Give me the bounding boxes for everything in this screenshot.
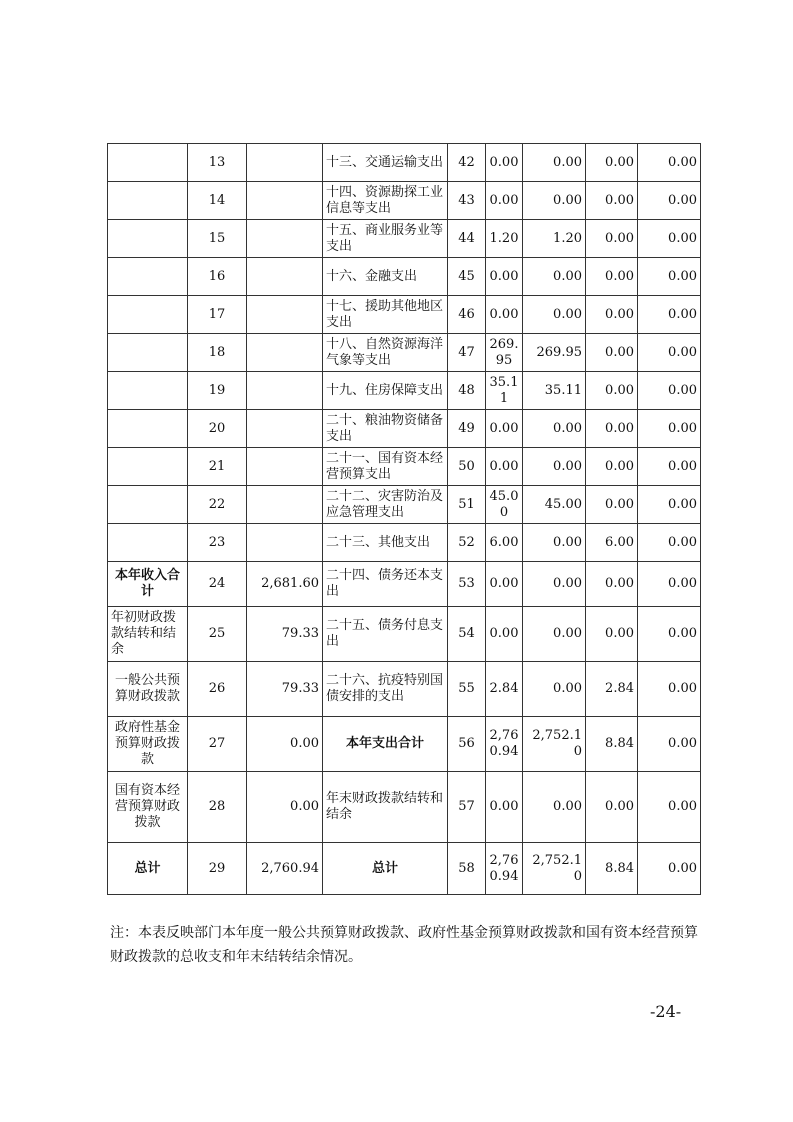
table-row: [108, 448, 701, 486]
table-row: [108, 296, 701, 334]
income-row-number: 21: [188, 448, 247, 486]
grand-total-label: 总计: [108, 843, 188, 895]
expense-row-number: 47: [448, 334, 486, 372]
income-item: [108, 182, 188, 220]
expense-col-c: 0.00: [638, 258, 701, 296]
income-amount: [247, 372, 323, 410]
table-row: [108, 662, 701, 717]
income-amount: [247, 524, 323, 562]
expense-col-c: 0.00: [638, 220, 701, 258]
income-row-number: 19: [188, 372, 247, 410]
expense-col-a: 0.00: [523, 772, 586, 843]
expense-total: 1.20: [486, 220, 523, 258]
income-item: [108, 448, 188, 486]
income-amount: [247, 448, 323, 486]
expense-total-label: 本年支出合计: [323, 717, 448, 772]
income-item: [108, 258, 188, 296]
expense-total: 0.00: [486, 182, 523, 220]
expense-col-a: 0.00: [523, 258, 586, 296]
expense-total: 6.00: [486, 524, 523, 562]
page-number: -24-: [650, 1002, 682, 1021]
expense-total: 35.11: [486, 372, 523, 410]
expense-col-a: 269.95: [523, 334, 586, 372]
expense-row-number: 45: [448, 258, 486, 296]
income-item: [108, 410, 188, 448]
expense-col-b: 0.00: [586, 607, 638, 662]
income-amount: [247, 182, 323, 220]
expense-col-b: 0.00: [586, 448, 638, 486]
table-row: [108, 717, 701, 772]
income-row-number: 13: [188, 144, 247, 182]
expense-col-a: 35.11: [523, 372, 586, 410]
expense-total: 0.00: [486, 144, 523, 182]
expense-col-c: 0.00: [638, 772, 701, 843]
expense-total: 0.00: [486, 448, 523, 486]
income-row-number: 22: [188, 486, 247, 524]
expense-total: 2,760.94: [486, 843, 523, 895]
expense-item: 二十六、抗疫特别国债安排的支出: [323, 662, 448, 717]
expense-col-c: 0.00: [638, 410, 701, 448]
income-item: 一般公共预算财政拨款: [108, 662, 188, 717]
expense-row-number: 50: [448, 448, 486, 486]
expense-col-a: 0.00: [523, 562, 586, 607]
income-row-number: 20: [188, 410, 247, 448]
expense-col-a: 0.00: [523, 296, 586, 334]
income-amount: [247, 410, 323, 448]
expense-item: 十六、金融支出: [323, 258, 448, 296]
expense-item: 二十一、国有资本经营预算支出: [323, 448, 448, 486]
income-row-number: 23: [188, 524, 247, 562]
expense-col-c: 0.00: [638, 562, 701, 607]
expense-row-number: 53: [448, 562, 486, 607]
income-item: [108, 144, 188, 182]
expense-col-c: 0.00: [638, 717, 701, 772]
expense-col-b: 6.00: [586, 524, 638, 562]
expense-col-c: 0.00: [638, 843, 701, 895]
expense-row-number: 44: [448, 220, 486, 258]
expense-col-a: 1.20: [523, 220, 586, 258]
income-amount: [247, 296, 323, 334]
income-item: [108, 296, 188, 334]
expense-col-c: 0.00: [638, 448, 701, 486]
expense-row-number: 57: [448, 772, 486, 843]
income-amount: 0.00: [247, 772, 323, 843]
expense-total: 2.84: [486, 662, 523, 717]
expense-row-number: 49: [448, 410, 486, 448]
income-item: [108, 524, 188, 562]
income-row-number: 18: [188, 334, 247, 372]
income-row-number: 26: [188, 662, 247, 717]
expense-col-a: 0.00: [523, 524, 586, 562]
income-amount: [247, 258, 323, 296]
expense-row-number: 58: [448, 843, 486, 895]
income-amount: 0.00: [247, 717, 323, 772]
expense-col-b: 0.00: [586, 772, 638, 843]
expense-col-b: 0.00: [586, 486, 638, 524]
expense-item: 二十五、债务付息支出: [323, 607, 448, 662]
income-row-number: 17: [188, 296, 247, 334]
expense-col-a: 0.00: [523, 607, 586, 662]
expense-item: 二十四、债务还本支出: [323, 562, 448, 607]
expense-col-a: 0.00: [523, 144, 586, 182]
expense-col-b: 8.84: [586, 843, 638, 895]
table-row: [108, 182, 701, 220]
table-row: [108, 372, 701, 410]
expense-item: 二十二、灾害防治及应急管理支出: [323, 486, 448, 524]
table-row: [108, 220, 701, 258]
expense-total: 2,760.94: [486, 717, 523, 772]
expense-item: 十五、商业服务业等支出: [323, 220, 448, 258]
expense-total: 0.00: [486, 258, 523, 296]
expense-row-number: 56: [448, 717, 486, 772]
expense-col-b: 2.84: [586, 662, 638, 717]
table-row: [108, 843, 701, 895]
income-item: 年初财政拨款结转和结余: [108, 607, 188, 662]
expense-col-b: 0.00: [586, 258, 638, 296]
expense-item: 十七、援助其他地区支出: [323, 296, 448, 334]
expense-col-c: 0.00: [638, 372, 701, 410]
expense-col-b: 0.00: [586, 562, 638, 607]
expense-col-b: 0.00: [586, 296, 638, 334]
table-row: [108, 410, 701, 448]
income-item: 国有资本经营预算财政拨款: [108, 772, 188, 843]
income-amount: 79.33: [247, 607, 323, 662]
income-item: [108, 486, 188, 524]
income-amount: [247, 486, 323, 524]
expense-col-b: 0.00: [586, 410, 638, 448]
income-row-number: 27: [188, 717, 247, 772]
expense-col-b: 0.00: [586, 334, 638, 372]
expense-item: 十四、资源勘探工业信息等支出: [323, 182, 448, 220]
expense-col-c: 0.00: [638, 144, 701, 182]
income-row-number: 24: [188, 562, 247, 607]
expense-item: 十三、交通运输支出: [323, 144, 448, 182]
income-amount: 2,760.94: [247, 843, 323, 895]
income-item: [108, 220, 188, 258]
expense-total: 45.00: [486, 486, 523, 524]
table-row: [108, 258, 701, 296]
expense-col-c: 0.00: [638, 296, 701, 334]
expense-col-a: 0.00: [523, 448, 586, 486]
income-amount: [247, 334, 323, 372]
expense-col-c: 0.00: [638, 607, 701, 662]
income-total-label: 本年收入合计: [108, 562, 188, 607]
expense-total: 0.00: [486, 772, 523, 843]
expense-item: 二十、粮油物资储备支出: [323, 410, 448, 448]
expense-col-c: 0.00: [638, 524, 701, 562]
income-amount: [247, 220, 323, 258]
expense-row-number: 51: [448, 486, 486, 524]
table-row: [108, 144, 701, 182]
expense-row-number: 42: [448, 144, 486, 182]
expense-col-b: 8.84: [586, 717, 638, 772]
income-row-number: 25: [188, 607, 247, 662]
expense-row-number: 52: [448, 524, 486, 562]
expense-row-number: 43: [448, 182, 486, 220]
income-item: 政府性基金预算财政拨款: [108, 717, 188, 772]
table-row: [108, 334, 701, 372]
expense-col-a: 2,752.10: [523, 717, 586, 772]
expense-col-c: 0.00: [638, 334, 701, 372]
expense-col-c: 0.00: [638, 182, 701, 220]
expense-col-a: 0.00: [523, 410, 586, 448]
expense-item: 十八、自然资源海洋气象等支出: [323, 334, 448, 372]
expense-col-a: 0.00: [523, 662, 586, 717]
table-row: [108, 562, 701, 607]
expense-col-a: 0.00: [523, 182, 586, 220]
table-row: [108, 486, 701, 524]
table-row: [108, 772, 701, 843]
expense-col-b: 0.00: [586, 220, 638, 258]
expense-col-c: 0.00: [638, 486, 701, 524]
expense-col-b: 0.00: [586, 182, 638, 220]
income-item: [108, 372, 188, 410]
expense-col-a: 2,752.10: [523, 843, 586, 895]
expense-total: 0.00: [486, 296, 523, 334]
table-note: 注：本表反映部门本年度一般公共预算财政拨款、政府性基金预算财政拨款和国有资本经营预算财政拨款的总收支和年末结转结余情况。: [110, 925, 698, 965]
expense-item: 二十三、其他支出: [323, 524, 448, 562]
expense-row-number: 48: [448, 372, 486, 410]
expense-col-b: 0.00: [586, 144, 638, 182]
income-amount: 2,681.60: [247, 562, 323, 607]
budget-summary-table: [107, 143, 701, 895]
expense-row-number: 46: [448, 296, 486, 334]
expense-item: 年末财政拨款结转和结余: [323, 772, 448, 843]
income-row-number: 28: [188, 772, 247, 843]
table-row: [108, 524, 701, 562]
expense-col-c: 0.00: [638, 662, 701, 717]
income-row-number: 15: [188, 220, 247, 258]
income-amount: [247, 144, 323, 182]
expense-total: 0.00: [486, 562, 523, 607]
expense-total: 0.00: [486, 410, 523, 448]
grand-total-label: 总计: [323, 843, 448, 895]
expense-item: 十九、住房保障支出: [323, 372, 448, 410]
expense-row-number: 54: [448, 607, 486, 662]
expense-row-number: 55: [448, 662, 486, 717]
expense-col-b: 0.00: [586, 372, 638, 410]
income-row-number: 14: [188, 182, 247, 220]
income-item: [108, 334, 188, 372]
table-row: [108, 607, 701, 662]
expense-total: 0.00: [486, 607, 523, 662]
income-row-number: 16: [188, 258, 247, 296]
income-row-number: 29: [188, 843, 247, 895]
expense-col-a: 45.00: [523, 486, 586, 524]
expense-total: 269.95: [486, 334, 523, 372]
income-amount: 79.33: [247, 662, 323, 717]
